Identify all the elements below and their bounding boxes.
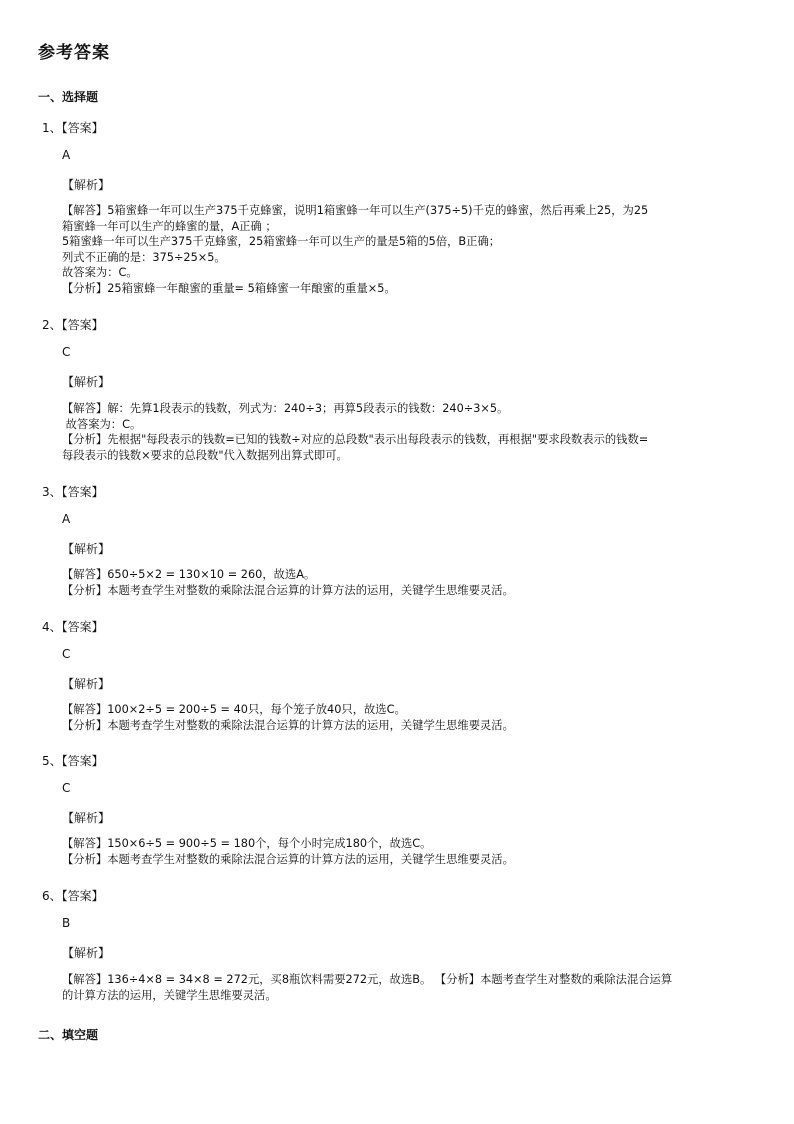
analysis-line: 【解答】136÷4×8 = 34×8 = 272元，买8瓶饮料需要272元，故选B。 【分析】本题考查学生对整数的乘除法混合运算 [62,973,673,986]
answer-value: C [62,781,71,795]
analysis-line: 的计算方法的运用，关键学生思维要灵活。 [62,988,277,1002]
analysis-label: 【解析】 [62,178,111,192]
analysis-body [62,203,722,296]
question-header: 3、【答案】 [42,485,104,499]
analysis-line: 【分析】本题考查学生对整数的乘除法混合运算的计算方法的运用，关键学生思维要灵活。 [62,852,514,866]
analysis-line: 列式不正确的是：375÷25×5。 [62,250,226,264]
analysis-line: 【分析】本题考查学生对整数的乘除法混合运算的计算方法的运用，关键学生思维要灵活。 [62,583,514,597]
analysis-line: 5箱蜜蜂一年可以生产375千克蜂蜜，25箱蜜蜂一年可以生产的量是5箱的5倍，B正确； [62,235,501,248]
question-header: 4、【答案】 [42,620,104,634]
analysis-line: 【解答】5箱蜜蜂一年可以生产375千克蜂蜜，说明1箱蜜蜂一年可以生产(375÷5)千克的蜂蜜，然后再乘上25，为25 [62,204,649,217]
section-heading-choice: 一、选择题 [38,90,99,104]
answer-value: C [62,345,71,359]
analysis-label: 【解析】 [62,542,111,556]
analysis-body [62,702,722,733]
analysis-line: 【分析】本题考查学生对整数的乘除法混合运算的计算方法的运用，关键学生思维要灵活。 [62,718,514,732]
analysis-body [62,972,722,1003]
question-header: 5、【答案】 [42,754,104,768]
analysis-label: 【解析】 [62,677,111,691]
question-header: 6、【答案】 [42,889,104,903]
analysis-line: 每段表示的钱数×要求的总段数"代入数据列出算式即可。 [62,448,348,462]
analysis-label: 【解析】 [62,375,111,389]
analysis-line: 【解答】650÷5×2 = 130×10 = 260，故选A。 [62,568,316,581]
question-header: 2、【答案】 [42,318,104,332]
analysis-line: 箱蜜蜂一年可以生产的蜂蜜的量，A正确 ； [62,219,277,233]
analysis-line: 【分析】25箱蜜蜂一年酿蜜的重量= 5箱蜂蜜一年酿蜜的重量×5。 [62,281,396,295]
analysis-body [62,836,722,867]
analysis-line: 【解答】150×6÷5 = 900÷5 = 180个，每个小时完成180个，故选C。 [62,837,432,850]
analysis-line: 故答案为：C。 [62,417,142,431]
answer-value: A [62,512,71,526]
question-header: 1、【答案】 [42,121,104,135]
analysis-line: 【分析】先根据"每段表示的钱数=已知的钱数÷对应的总段数"表示出每段表示的钱数，再根据"要求段数表示的钱数= [62,433,649,446]
analysis-line: 【解答】100×2÷5 = 200÷5 = 40只，每个笼子放40只，故选C。 [62,703,406,716]
page-title: 参考答案 [38,43,110,63]
analysis-body [62,401,722,463]
analysis-line: 故答案为：C。 [62,266,138,279]
section-heading-fill-in: 二、填空题 [38,1028,99,1042]
answer-value: B [62,916,71,930]
answer-value: A [62,148,71,162]
analysis-body [62,567,722,598]
analysis-label: 【解析】 [62,811,111,825]
analysis-label: 【解析】 [62,946,111,960]
analysis-line: 【解答】解：先算1段表示的钱数，列式为：240÷3；再算5段表示的钱数：240÷3×5。 [62,402,509,415]
answer-value: C [62,647,71,661]
